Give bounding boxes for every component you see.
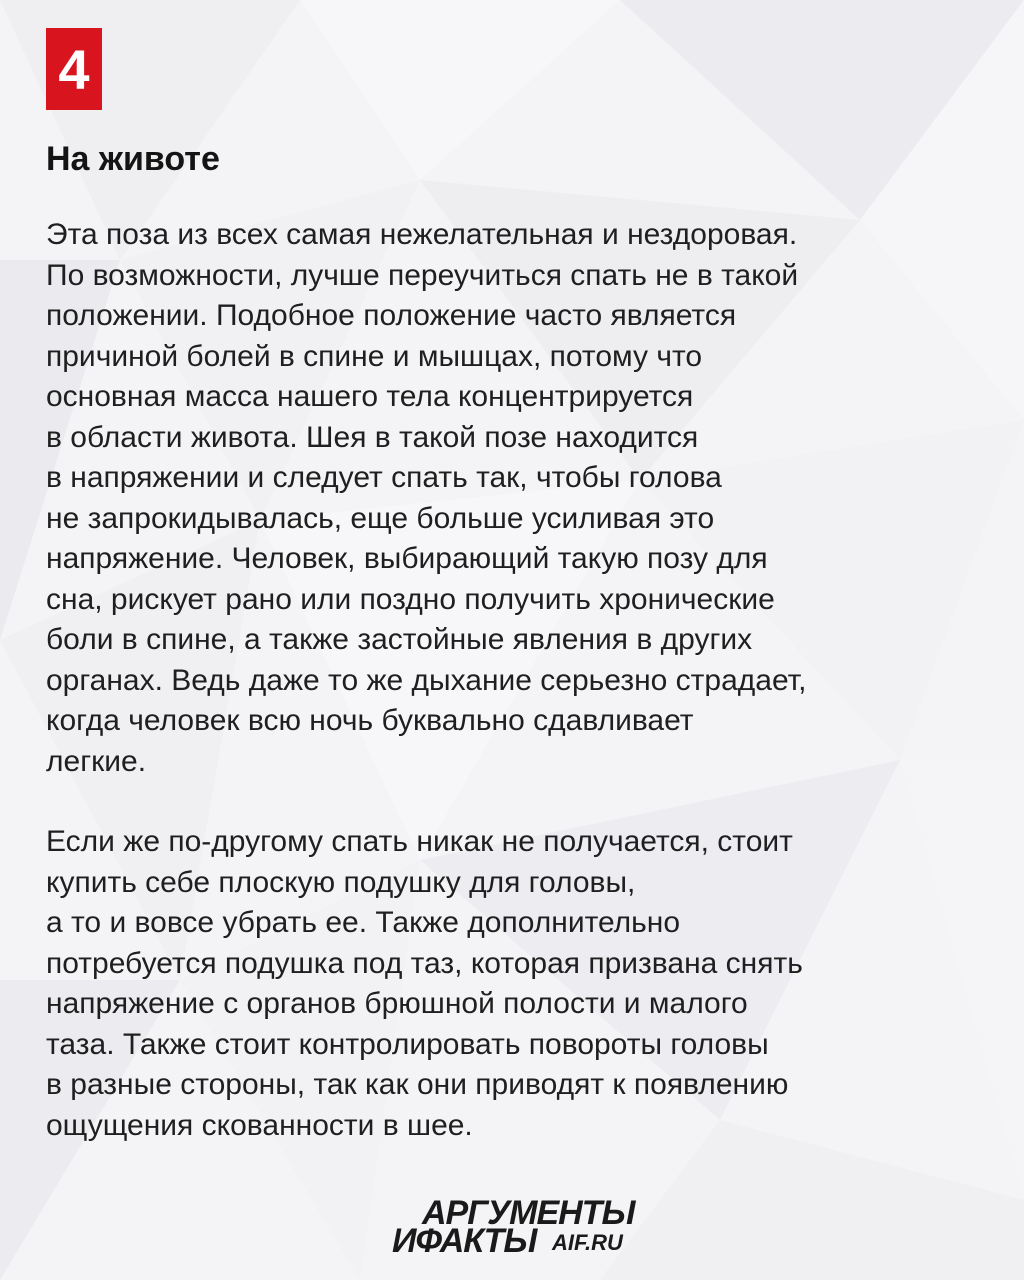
paragraph-2 [46, 822, 986, 1146]
text-line: не запрокидывалась, еще больше усиливая это [46, 501, 715, 535]
card-title: На животе [46, 140, 220, 178]
text-line: органах. Ведь даже то же дыхание серьезно страдает, [46, 663, 807, 697]
text-line: таза. Также стоит контролировать повороты головы [46, 1027, 769, 1061]
text-line: купить себе плоскую подушку для головы, [46, 865, 636, 899]
logo-line-2: ИФАКТЫ [392, 1222, 537, 1260]
text-line: сна, рискует рано или поздно получить хронические [46, 582, 775, 616]
text-line: причиной болей в спине и мышцах, потому что [46, 339, 703, 373]
logo-line-1: АРГУМЕНТЫ [422, 1194, 635, 1232]
text-line: ощущения скованности в шее. [46, 1108, 473, 1142]
text-line: боли в спине, а также застойные явления в других [46, 623, 753, 656]
logo-site: AIF.RU [552, 1230, 623, 1255]
text-line: Эта поза из всех самая нежелательная и нездоровая. [46, 218, 798, 251]
text-line: Если же по-другому спать никак не получается, стоит [46, 825, 793, 858]
aif-logo [392, 1196, 652, 1260]
section-number: 4 [58, 37, 90, 101]
text-line: По возможности, лучше переучиться спать не в такой [46, 258, 799, 292]
text-line: потребуется подушка под таз, которая призвана снять [46, 946, 803, 980]
text-line: напряжение с органов брюшной полости и малого [46, 987, 748, 1020]
text-line: положении. Подобное положение часто является [46, 299, 737, 332]
text-line: в напряжении и следует спать так, чтобы голова [46, 461, 722, 494]
paragraph-1 [46, 215, 986, 782]
text-line: а то и вовсе убрать ее. Также дополнительно [46, 906, 681, 939]
text-line: напряжение. Человек, выбирающий такую позу для [46, 542, 768, 575]
text-line: основная масса нашего тела концентрируется [46, 380, 694, 413]
text-line: в области живота. Шея в такой позе находится [46, 420, 699, 454]
text-line: легкие. [46, 744, 147, 778]
article-body [46, 215, 986, 1146]
text-line: в разные стороны, так как они приводят к появлению [46, 1068, 789, 1101]
section-number-badge [46, 28, 102, 110]
text-line: когда человек всю ночь буквально сдавливает [46, 704, 694, 737]
